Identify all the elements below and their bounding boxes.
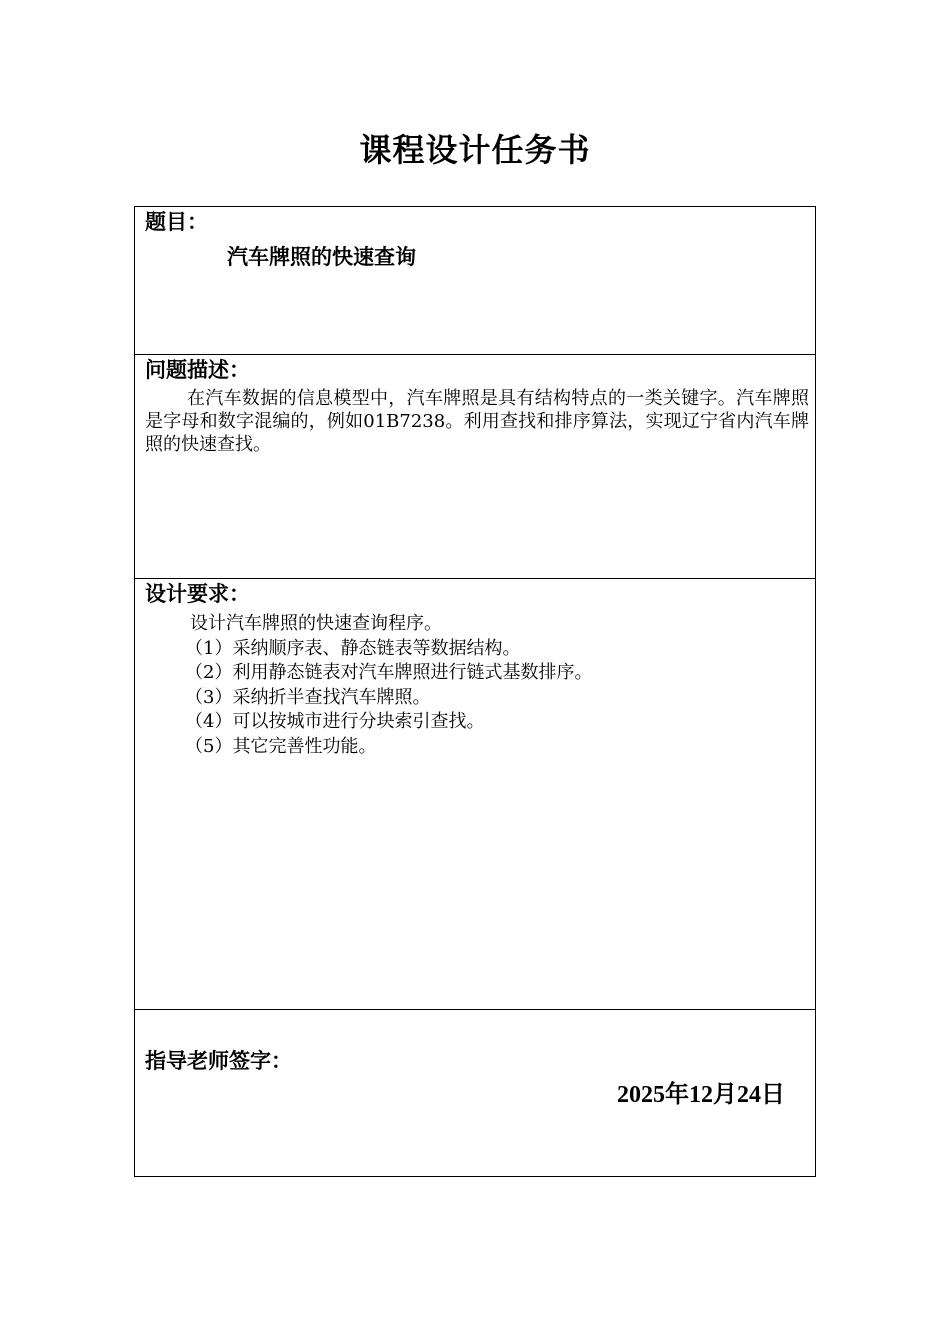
task-form-table bbox=[134, 206, 816, 1177]
topic-value: 汽车牌照的快速查询 bbox=[227, 245, 416, 269]
requirement-item: （1）采纳顺序表、静态链表等数据结构。 bbox=[185, 637, 521, 659]
problem-description-label: 问题描述： bbox=[145, 358, 250, 382]
requirement-item: （5）其它完善性功能。 bbox=[185, 735, 377, 757]
problem-description-section bbox=[135, 355, 815, 579]
signature-date: 2025年12月24日 bbox=[617, 1082, 785, 1108]
requirement-item: （4）可以按城市进行分块索引查找。 bbox=[185, 711, 485, 732]
topic-section bbox=[135, 207, 815, 355]
design-requirements-section bbox=[135, 579, 815, 1010]
requirement-item: （3）采纳折半查找汽车牌照。 bbox=[185, 686, 431, 708]
signature-section bbox=[135, 1010, 815, 1176]
requirements-intro: 设计汽车牌照的快速查询程序。 bbox=[190, 613, 442, 634]
topic-label: 题目： bbox=[145, 210, 208, 234]
requirements-list bbox=[185, 612, 805, 759]
advisor-signature-label: 指导老师签字： bbox=[145, 1049, 292, 1073]
requirement-item: （2）利用静态链表对汽车牌照进行链式基数排序。 bbox=[185, 662, 593, 683]
problem-description-text: 在汽车数据的信息模型中，汽车牌照是具有结构特点的一类关键字。汽车牌照是字母和数字混编的，例如01B7238。利用查找和排序算法，实现辽宁省内汽车牌照的快速查找。 bbox=[145, 388, 809, 455]
design-requirements-label: 设计要求： bbox=[145, 582, 250, 606]
page-title: 课程设计任务书 bbox=[359, 131, 591, 169]
